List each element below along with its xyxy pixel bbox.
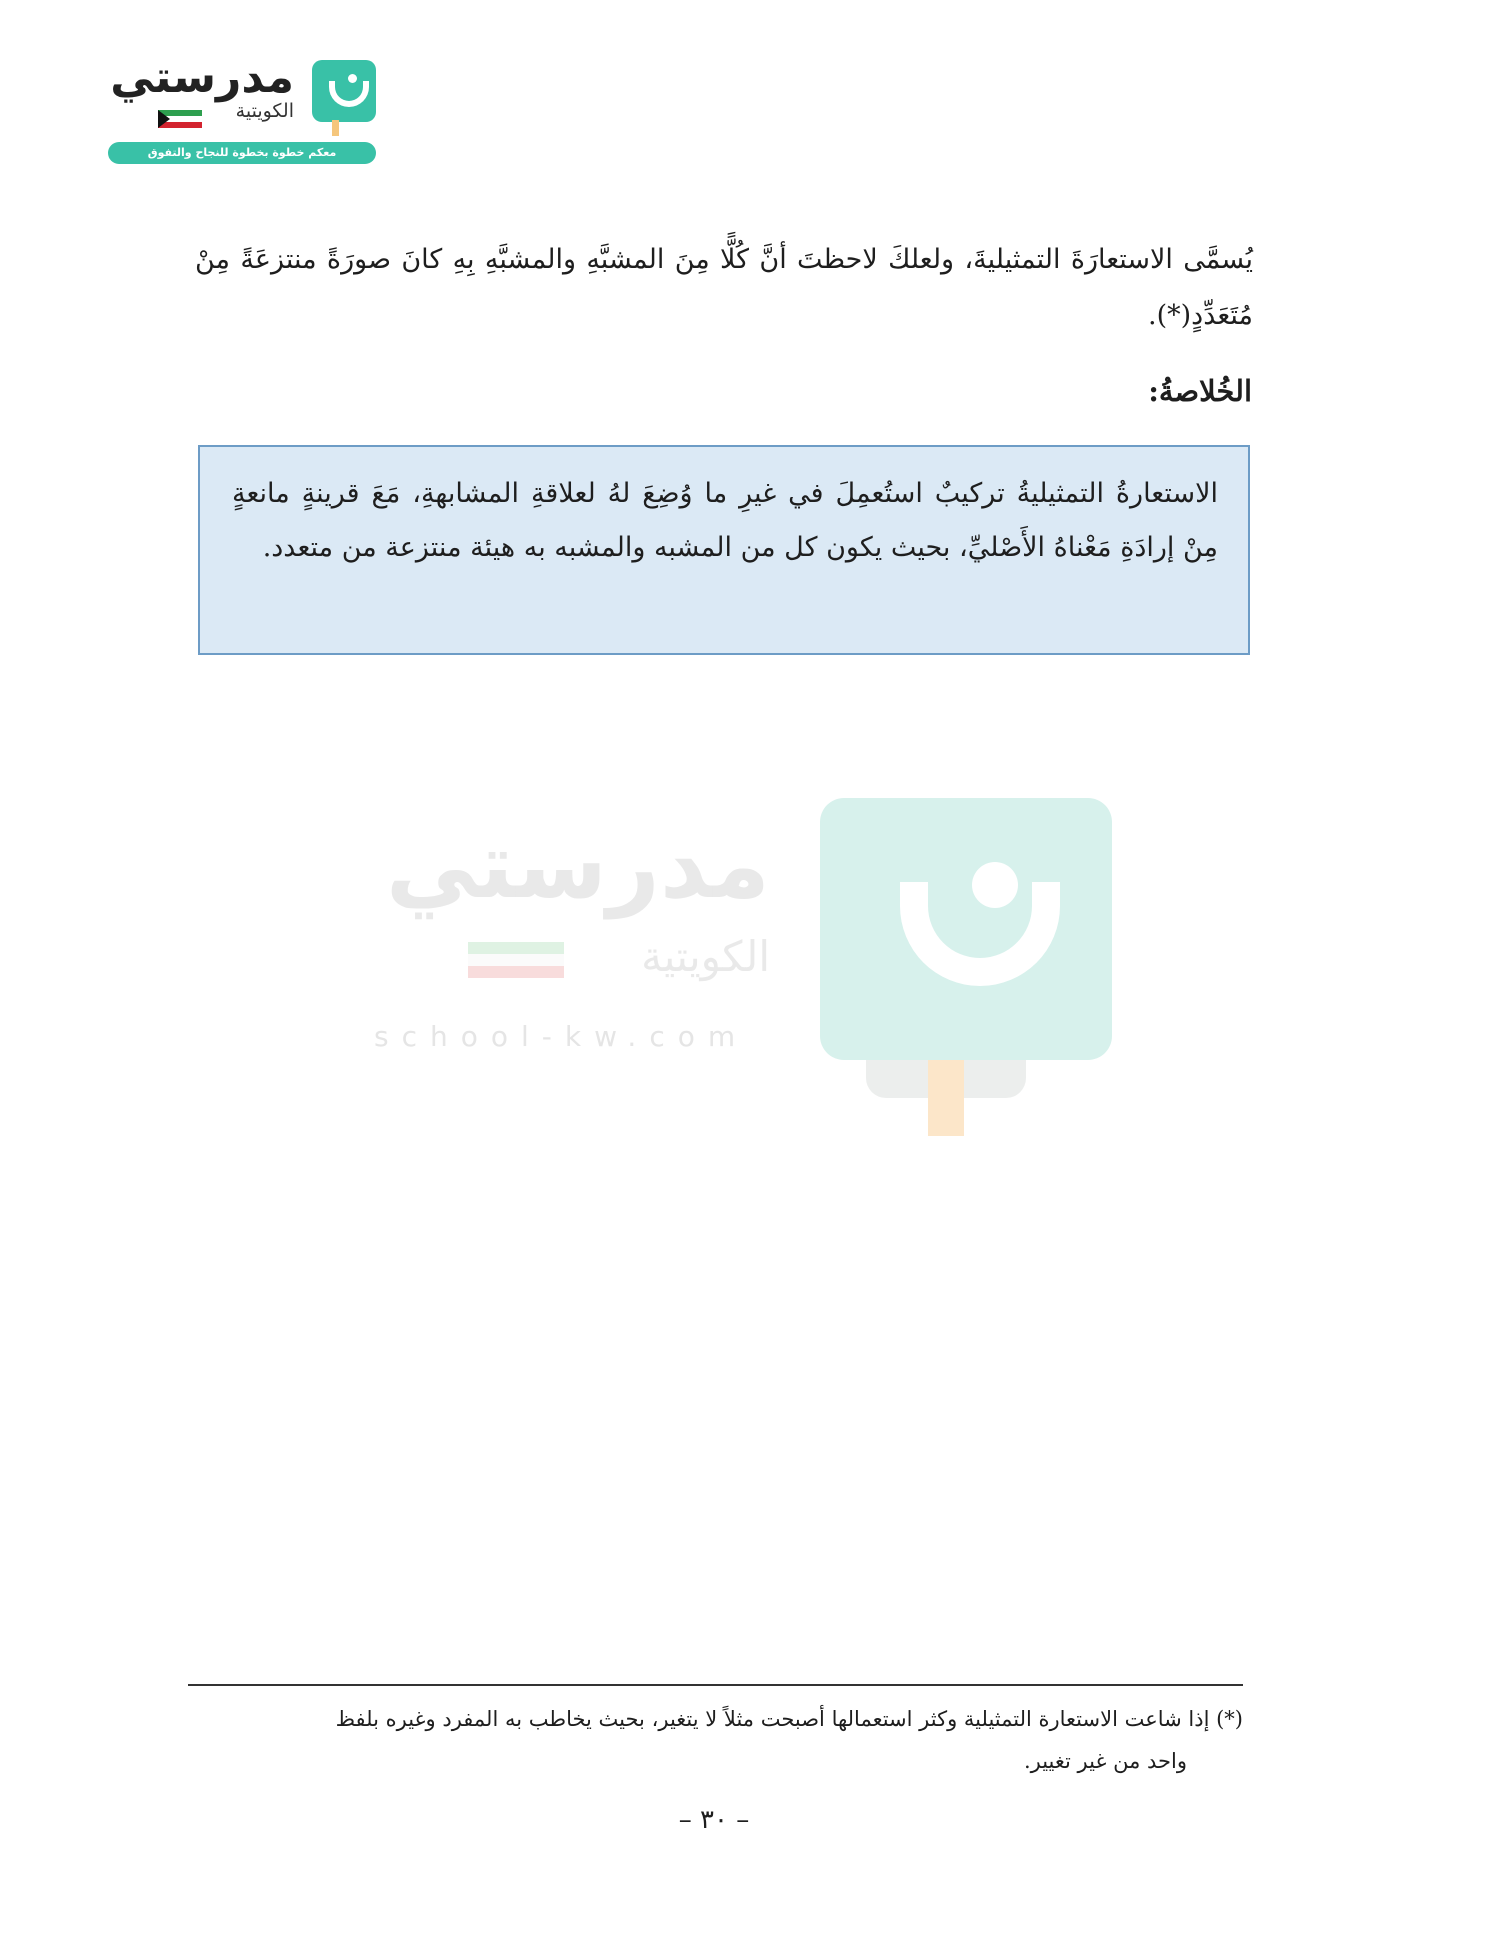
watermark-logo-icon (820, 798, 1112, 1060)
footnote-divider (188, 1684, 1243, 1686)
site-logo (108, 52, 384, 166)
logo-mark-icon (312, 60, 376, 122)
summary-heading: الخُلاصةُ: (1148, 374, 1252, 408)
footnote (190, 1698, 1243, 1782)
summary-box (198, 445, 1250, 655)
watermark-flag-icon (468, 942, 564, 978)
logo-tagline: معكم خطوة بخطوة للنجاح والتفوق (108, 142, 376, 164)
logo-name: مدرستي (110, 52, 294, 103)
intro-paragraph: يُسمَّى الاستعارَةَ التمثيليةَ، ولعلكَ لاحظتَ أنَّ كُلًّا مِنَ المشبَّهِ والمشبَّهِ بِهِ كانَ صورَةً منتزعَةً مِنْ مُتَعَدِّدٍ(*). (195, 244, 1253, 331)
kuwait-flag-icon (158, 110, 202, 128)
summary-text: الاستعارةُ التمثيليةُ تركيبٌ استُعمِلَ في غيرِ ما وُضِعَ لهُ لعلاقةِ المشابهةِ، مَعَ قرينةٍ مانعةٍ مِنْ إرادَةِ مَعْناهُ الأَصْليِّ، بحيث يكون كل من المشبه والمشبه به هيئة منتزعة من متعدد. (232, 478, 1218, 563)
logo-subtitle: الكويتية (235, 100, 294, 122)
watermark-url: school-kw.com (374, 1020, 749, 1053)
footnote-line-1: (*) إذا شاعت الاستعارة التمثيلية وكثر استعمالها أصبحت مثلاً لا يتغير، بحيث يخاطب به المفرد وغيره بلفظ (335, 1707, 1243, 1731)
footnote-line-2: واحد من غير تغيير. (1023, 1749, 1187, 1773)
watermark-subtitle: الكويتية (641, 932, 770, 981)
page-number: – ٣٠ – (678, 1805, 750, 1835)
watermark-name: مدرستي (385, 812, 770, 919)
